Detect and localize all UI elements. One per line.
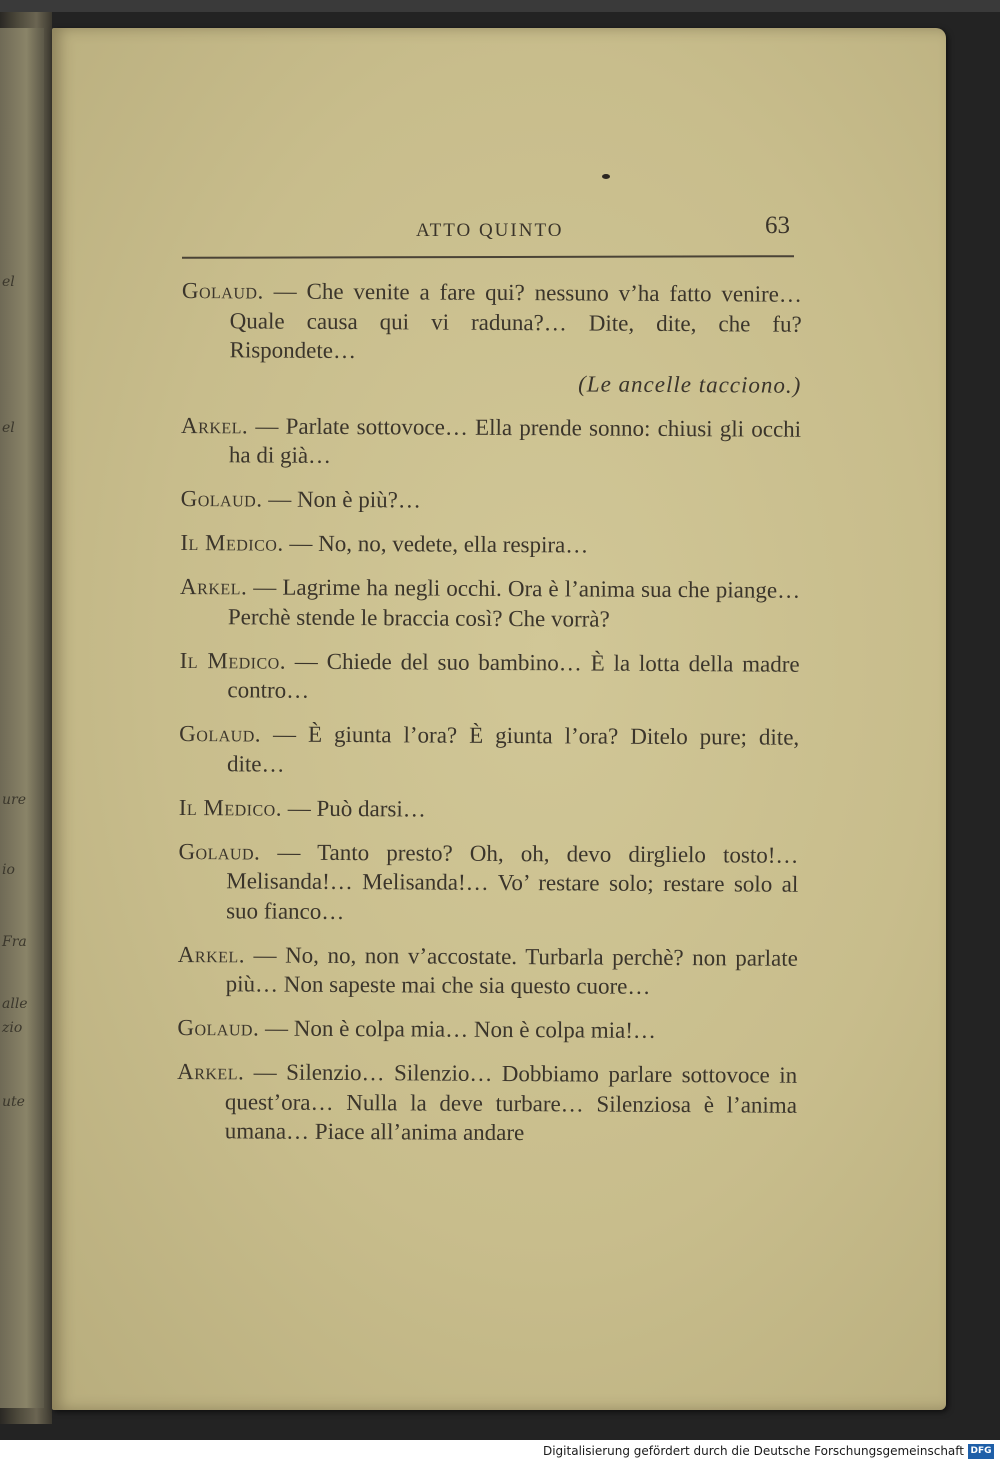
speech-paragraph <box>181 410 801 473</box>
running-title: ATTO QUINTO <box>416 220 564 241</box>
speech-dash: — <box>253 941 277 968</box>
book-page <box>52 28 946 1410</box>
speech-dash: — <box>277 839 301 865</box>
previous-page-fragment: alle <box>2 996 28 1012</box>
speech-text: No, no, non v’accostate. Turbarla perchè? non parlate più… Non sapeste mai che sia questo cuore… <box>225 942 798 999</box>
previous-page-fragment: ute <box>2 1094 25 1110</box>
speech-dash: — <box>255 412 279 439</box>
previous-page-fragment: io <box>2 862 15 878</box>
speaker-name: Il Medico. <box>180 529 284 556</box>
speaker-name: Arkel. <box>180 573 248 600</box>
previous-page-fragment: ure <box>2 792 26 808</box>
speech-paragraph <box>177 1057 798 1149</box>
speech-paragraph <box>181 276 802 400</box>
speaker-name: Golaud. <box>179 720 262 747</box>
stage-direction: (Le ancelle tacciono.) <box>578 370 802 398</box>
speech-dash: — <box>272 721 297 747</box>
previous-page-fragment: el <box>2 420 15 436</box>
funding-credit: Digitalisierung gefördert durch die Deutsche Forschungsgemeinschaft <box>542 1444 964 1458</box>
speaker-name: Golaud. <box>178 838 261 864</box>
speech-dash: — <box>287 795 311 821</box>
speech-dash: — <box>273 278 297 304</box>
speech-text: No, no, vedete, ella respira… <box>318 530 589 558</box>
page-header <box>182 212 794 272</box>
speech-dash: — <box>253 1059 277 1085</box>
speaker-name: Il Medico. <box>178 794 283 821</box>
speech-text: Tanto presto? Oh, oh, devo dirglielo tosto!… Melisanda!… Melisanda!… Vo’ restare solo; restare solo al suo fianco… <box>226 839 799 924</box>
speech-paragraph <box>180 572 800 635</box>
speaker-name: Arkel. <box>181 412 249 438</box>
speech-text: Non è colpa mia… Non è colpa mia!… <box>293 1015 656 1043</box>
speech-text: Che venite a fare qui? nessuno v’ha fatto venire… Quale causa qui vi raduna?… Dite, dite, che fu? Rispondete… <box>229 278 802 364</box>
speaker-name: Golaud. <box>177 1014 260 1041</box>
speech-paragraph <box>179 792 799 825</box>
speaker-name: Golaud. <box>181 277 264 304</box>
dialogue-text <box>177 276 802 1149</box>
speech-text: Non è più?… <box>296 486 421 513</box>
dfg-logo: DFG <box>968 1444 994 1459</box>
speech-paragraph <box>180 528 800 561</box>
speech-text: Silenzio… Silenzio… Dobbiamo parlare sottovoce in quest’ora… Nulla la deve turbare… Silenziosa è l’anima umana… Piace all’anima andare <box>224 1059 798 1146</box>
speech-text: Parlate sottovoce… Ella prende sonno: chiusi gli occhi ha di già… <box>228 413 802 468</box>
previous-page-fragment: Fra <box>2 934 27 950</box>
speech-paragraph <box>179 719 799 782</box>
speech-dash: — <box>289 530 313 556</box>
previous-page-edge <box>0 28 44 1408</box>
speech-dash: — <box>268 486 292 512</box>
speech-dash: — <box>253 574 277 600</box>
speaker-name: Golaud. <box>180 485 263 512</box>
speech-paragraph <box>177 1013 797 1046</box>
speech-dash: — <box>264 1015 289 1041</box>
speech-text: Chiede del suo bambino… È la lotta della madre contro… <box>227 648 800 703</box>
speech-paragraph <box>181 484 801 517</box>
speech-paragraph <box>179 645 799 708</box>
previous-page-fragment: zio <box>2 1020 23 1036</box>
page-number: 63 <box>765 212 790 239</box>
scan-frame-top <box>0 0 1000 12</box>
header-rule <box>182 255 794 259</box>
speech-text: È giunta l’ora? È giunta l’ora? Ditelo pure; dite, dite… <box>226 721 800 777</box>
speech-paragraph <box>178 836 799 928</box>
speech-paragraph <box>178 939 798 1002</box>
speech-dash: — <box>294 648 318 674</box>
speech-text: Lagrime ha negli occhi. Ora è l’anima sua che piange… Perchè stende le braccia così? Che vorrà? <box>227 574 801 632</box>
previous-page-fragment: el <box>2 274 15 290</box>
speaker-name: Il Medico. <box>179 647 287 674</box>
speaker-name: Arkel. <box>177 1058 245 1085</box>
ink-speck <box>602 174 610 179</box>
speaker-name: Arkel. <box>177 941 246 967</box>
speech-text: Può darsi… <box>316 795 426 821</box>
digitization-footer <box>0 1440 1000 1464</box>
